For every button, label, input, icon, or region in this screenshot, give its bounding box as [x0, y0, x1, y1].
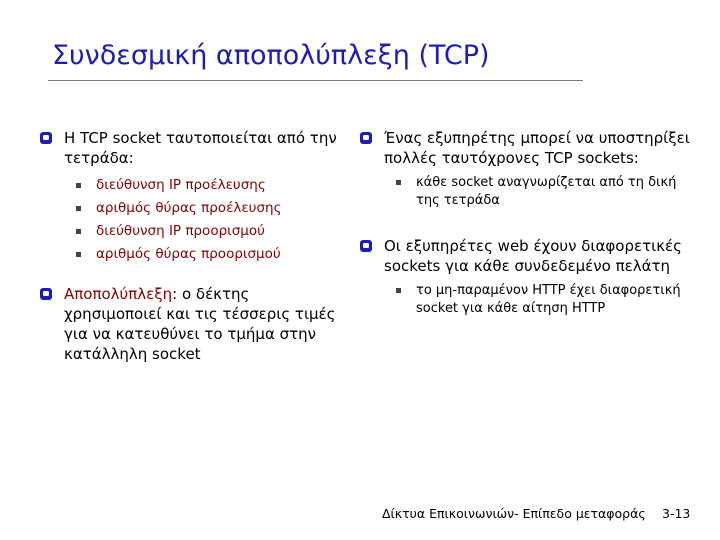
right-bullet-2-sublist	[384, 282, 690, 318]
left-column	[40, 128, 340, 370]
tuple-item	[74, 220, 340, 243]
right-bullet-1	[360, 128, 690, 210]
square-bullet-icon	[396, 180, 401, 185]
slide-title: Συνδεσμική αποπολύπλεξη (TCP)	[52, 40, 490, 71]
square-bullet-icon	[396, 288, 401, 293]
left-bullet-1	[40, 128, 340, 266]
tuple-item	[74, 197, 340, 220]
demultiplexing-term: Αποπολύπλεξη	[64, 285, 173, 303]
tuple-item-text: αριθμός θύρας προέλευσης	[96, 200, 282, 216]
tuple-list	[64, 174, 340, 266]
sub-bullet-text: το μη-παραμένον HTTP έχει διαφορετική socket για κάθε αίτηση HTTP	[416, 283, 681, 316]
tuple-item-text: διεύθυνση IP προέλευσης	[96, 177, 266, 193]
right-bullet-1-sublist	[384, 174, 690, 210]
left-bullet-2-text: : ο δέκτης χρησιμοποιεί και τις τέσσερις τιμές για να κατευθύνει το τμήμα στην κατάλληλη socket	[64, 285, 336, 363]
sub-bullet-text: κάθε socket αναγνωρίζεται από τη δική της τετράδα	[416, 175, 677, 208]
sub-bullet	[394, 282, 690, 318]
tuple-item	[74, 243, 340, 266]
q-bullet-icon	[360, 132, 372, 144]
right-bullet-1-text: Ένας εξυπηρέτης μπορεί να υποστηρίξει πολλές ταυτόχρονες TCP sockets:	[384, 129, 690, 167]
page-number: 3-13	[662, 506, 691, 521]
left-bullet-2	[40, 284, 340, 364]
tuple-item	[74, 174, 340, 197]
q-bullet-icon	[40, 288, 52, 300]
right-bullet-2-text: Οι εξυπηρέτες web έχουν διαφορετικές sockets για κάθε συνδεδεμένο πελάτη	[384, 237, 682, 275]
sub-bullet	[394, 174, 690, 210]
footer-text: Δίκτυα Επικοινωνιών- Επίπεδο μεταφοράς	[382, 506, 646, 521]
square-bullet-icon	[76, 206, 81, 211]
square-bullet-icon	[76, 252, 81, 257]
square-bullet-icon	[76, 183, 81, 188]
tuple-item-text: διεύθυνση IP προορισμού	[96, 223, 265, 239]
square-bullet-icon	[76, 229, 81, 234]
title-underline	[48, 80, 583, 81]
left-bullet-1-text: Η TCP socket ταυτοποιείται από την τετράδα:	[64, 129, 337, 167]
q-bullet-icon	[40, 132, 52, 144]
q-bullet-icon	[360, 240, 372, 252]
tuple-item-text: αριθμός θύρας προορισμού	[96, 246, 281, 262]
right-column	[360, 128, 690, 324]
right-bullet-2	[360, 236, 690, 318]
